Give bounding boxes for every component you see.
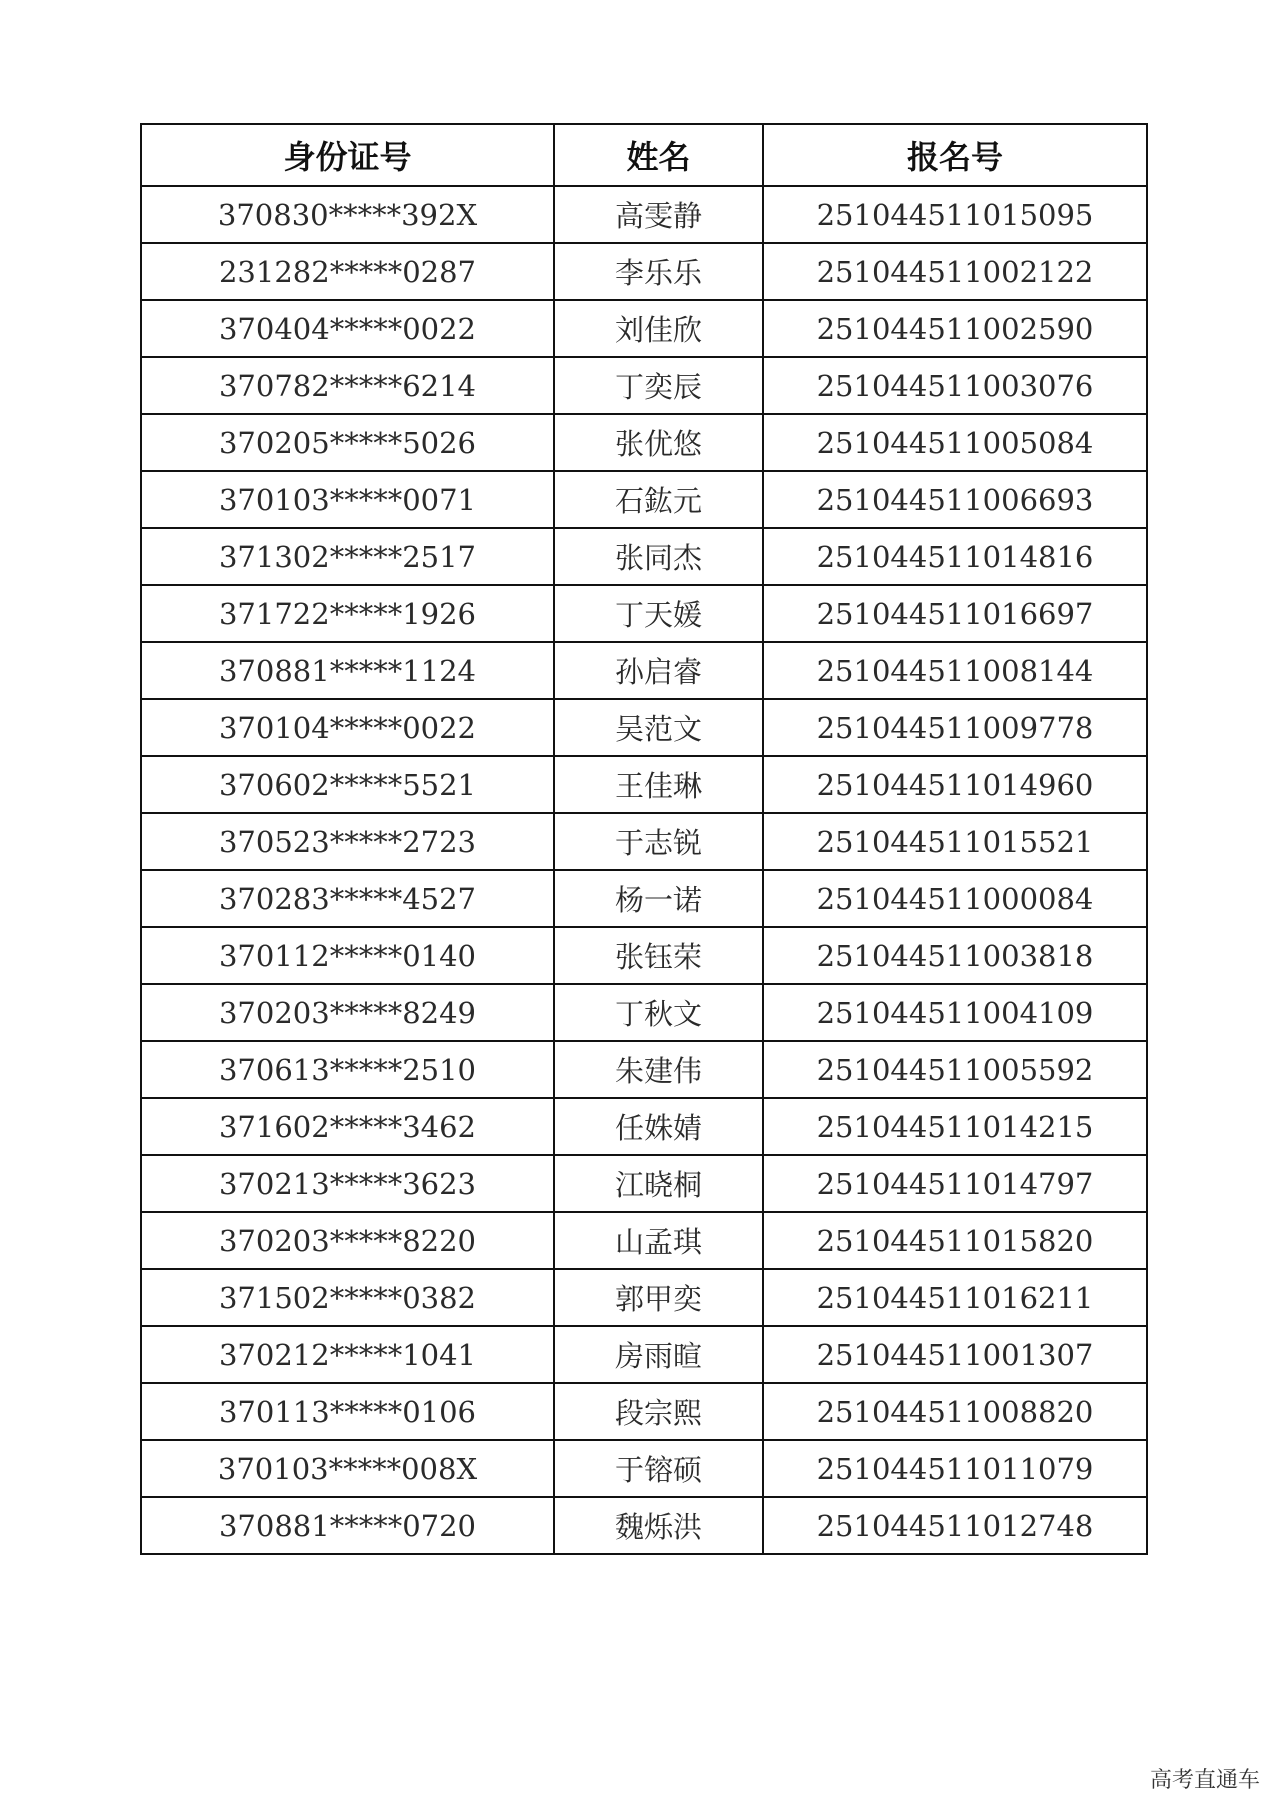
table-row — [141, 813, 1147, 870]
cell-name: 石鈜元 — [554, 471, 763, 528]
cell-id-number: 370203*****8249 — [141, 984, 554, 1041]
cell-name: 张钰荣 — [554, 927, 763, 984]
cell-id-number: 231282*****0287 — [141, 243, 554, 300]
cell-name: 于镕硕 — [554, 1440, 763, 1497]
table-body — [141, 186, 1147, 1554]
cell-registration-number: 251044511001307 — [763, 1326, 1147, 1383]
cell-registration-number: 251044511014816 — [763, 528, 1147, 585]
table-row — [141, 357, 1147, 414]
cell-registration-number: 251044511002122 — [763, 243, 1147, 300]
cell-registration-number: 251044511015521 — [763, 813, 1147, 870]
cell-name: 杨一诺 — [554, 870, 763, 927]
cell-name: 山孟琪 — [554, 1212, 763, 1269]
cell-id-number: 370113*****0106 — [141, 1383, 554, 1440]
watermark-text: 高考直通车 — [1149, 1768, 1260, 1793]
cell-name: 郭甲奕 — [554, 1269, 763, 1326]
cell-name: 段宗熙 — [554, 1383, 763, 1440]
table-row — [141, 1098, 1147, 1155]
cell-registration-number: 251044511015095 — [763, 186, 1147, 243]
cell-name: 魏烁洪 — [554, 1497, 763, 1554]
cell-registration-number: 251044511014215 — [763, 1098, 1147, 1155]
cell-id-number: 370283*****4527 — [141, 870, 554, 927]
cell-name: 丁奕辰 — [554, 357, 763, 414]
table-row — [141, 585, 1147, 642]
table-row — [141, 1041, 1147, 1098]
header-row — [141, 124, 1147, 186]
cell-registration-number: 251044511014797 — [763, 1155, 1147, 1212]
cell-id-number: 370602*****5521 — [141, 756, 554, 813]
cell-registration-number: 251044511008820 — [763, 1383, 1147, 1440]
table-row — [141, 1326, 1147, 1383]
cell-id-number: 370523*****2723 — [141, 813, 554, 870]
table-row — [141, 927, 1147, 984]
cell-registration-number: 251044511003076 — [763, 357, 1147, 414]
cell-name: 高雯静 — [554, 186, 763, 243]
cell-id-number: 371602*****3462 — [141, 1098, 554, 1155]
cell-id-number: 370830*****392X — [141, 186, 554, 243]
table-row — [141, 1269, 1147, 1326]
cell-id-number: 370112*****0140 — [141, 927, 554, 984]
cell-name: 丁天媛 — [554, 585, 763, 642]
table-row — [141, 870, 1147, 927]
cell-registration-number: 251044511012748 — [763, 1497, 1147, 1554]
cell-id-number: 370213*****3623 — [141, 1155, 554, 1212]
cell-name: 李乐乐 — [554, 243, 763, 300]
admission-list-table — [140, 123, 1148, 1555]
table-header — [141, 124, 1147, 186]
cell-id-number: 371302*****2517 — [141, 528, 554, 585]
cell-id-number: 370613*****2510 — [141, 1041, 554, 1098]
cell-name: 房雨暄 — [554, 1326, 763, 1383]
cell-name: 张同杰 — [554, 528, 763, 585]
cell-registration-number: 251044511002590 — [763, 300, 1147, 357]
table-row — [141, 243, 1147, 300]
cell-name: 任姝婧 — [554, 1098, 763, 1155]
column-header-name: 姓名 — [554, 124, 763, 186]
cell-registration-number: 251044511011079 — [763, 1440, 1147, 1497]
table-row — [141, 1212, 1147, 1269]
cell-id-number: 370103*****0071 — [141, 471, 554, 528]
table-row — [141, 300, 1147, 357]
table-row — [141, 1440, 1147, 1497]
table-row — [141, 186, 1147, 243]
cell-id-number: 370782*****6214 — [141, 357, 554, 414]
cell-registration-number: 251044511014960 — [763, 756, 1147, 813]
cell-registration-number: 251044511000084 — [763, 870, 1147, 927]
cell-name: 张优悠 — [554, 414, 763, 471]
cell-registration-number: 251044511006693 — [763, 471, 1147, 528]
table-row — [141, 1155, 1147, 1212]
cell-registration-number: 251044511015820 — [763, 1212, 1147, 1269]
cell-registration-number: 251044511005084 — [763, 414, 1147, 471]
column-header-id-number: 身份证号 — [141, 124, 554, 186]
table-row — [141, 699, 1147, 756]
cell-id-number: 370103*****008X — [141, 1440, 554, 1497]
table-row — [141, 1497, 1147, 1554]
cell-id-number: 370404*****0022 — [141, 300, 554, 357]
cell-name: 吴范文 — [554, 699, 763, 756]
cell-id-number: 371722*****1926 — [141, 585, 554, 642]
cell-id-number: 370205*****5026 — [141, 414, 554, 471]
cell-name: 孙启睿 — [554, 642, 763, 699]
cell-name: 江晓桐 — [554, 1155, 763, 1212]
cell-name: 朱建伟 — [554, 1041, 763, 1098]
cell-name: 于志锐 — [554, 813, 763, 870]
cell-registration-number: 251044511008144 — [763, 642, 1147, 699]
cell-registration-number: 251044511005592 — [763, 1041, 1147, 1098]
cell-name: 王佳琳 — [554, 756, 763, 813]
cell-registration-number: 251044511016697 — [763, 585, 1147, 642]
cell-registration-number: 251044511009778 — [763, 699, 1147, 756]
table-row — [141, 528, 1147, 585]
cell-registration-number: 251044511004109 — [763, 984, 1147, 1041]
cell-id-number: 370212*****1041 — [141, 1326, 554, 1383]
cell-registration-number: 251044511003818 — [763, 927, 1147, 984]
table-row — [141, 1383, 1147, 1440]
cell-id-number: 370881*****1124 — [141, 642, 554, 699]
cell-name: 丁秋文 — [554, 984, 763, 1041]
cell-id-number: 370881*****0720 — [141, 1497, 554, 1554]
table-row — [141, 414, 1147, 471]
cell-id-number: 370203*****8220 — [141, 1212, 554, 1269]
cell-registration-number: 251044511016211 — [763, 1269, 1147, 1326]
column-header-registration-number: 报名号 — [763, 124, 1147, 186]
table-row — [141, 642, 1147, 699]
table-row — [141, 756, 1147, 813]
table-row — [141, 984, 1147, 1041]
cell-name: 刘佳欣 — [554, 300, 763, 357]
cell-id-number: 370104*****0022 — [141, 699, 554, 756]
cell-id-number: 371502*****0382 — [141, 1269, 554, 1326]
table-row — [141, 471, 1147, 528]
